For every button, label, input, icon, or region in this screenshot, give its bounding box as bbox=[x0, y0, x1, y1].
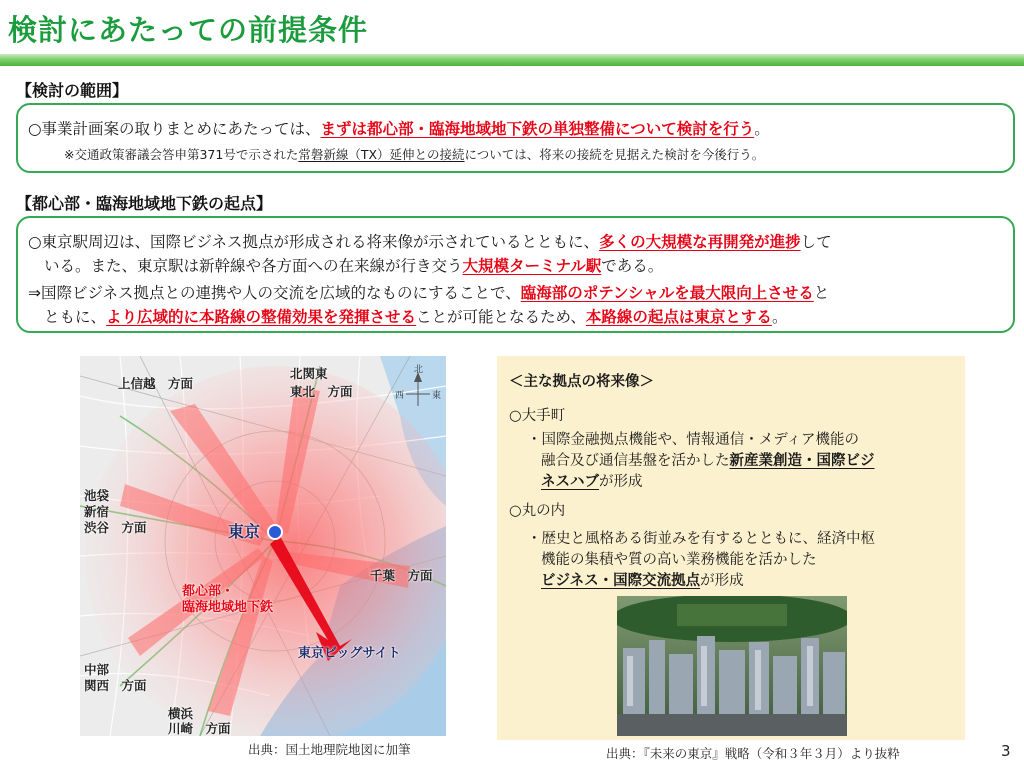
page-number: 3 bbox=[1001, 742, 1011, 760]
origin-text: である。 bbox=[601, 257, 664, 275]
title-underline bbox=[0, 54, 1024, 66]
panel-title: ＜主な拠点の将来像＞ bbox=[509, 374, 654, 390]
route-map bbox=[80, 356, 446, 736]
origin-text: ○東京駅周辺は、国際ビジネス拠点が形成される将来像が示されているとともに、 bbox=[28, 233, 600, 251]
otemachi-emphasis: ネスハブ bbox=[541, 474, 599, 490]
map-label-yokohama: 横浜 bbox=[168, 706, 194, 721]
note-text: ※交通政策審議会答申第371号で示された bbox=[64, 147, 299, 162]
origin-text: して bbox=[800, 233, 832, 251]
map-label-shibuya: 渋谷 方面 bbox=[84, 520, 147, 535]
otemachi-emphasis: 新産業創造・国際ビジ bbox=[729, 453, 875, 469]
map-label-ikebukuro: 池袋 bbox=[84, 488, 110, 503]
origin-text: ⇒国際ビジネス拠点との連携や人の交流を広域的なものにすることで、 bbox=[28, 284, 521, 302]
scope-text-end: 。 bbox=[754, 120, 770, 138]
otemachi-line-3 bbox=[541, 470, 643, 491]
origin-text: ともに、 bbox=[44, 308, 107, 326]
otemachi-heading: ○大手町 bbox=[509, 408, 566, 424]
aerial-photo bbox=[617, 596, 847, 736]
origin-line-2 bbox=[44, 254, 663, 276]
map-label-kamishinetsu: 上信越 方面 bbox=[118, 376, 194, 391]
otemachi-text: 融合及び通信基盤を活かした bbox=[541, 453, 730, 469]
origin-emphasis-1: 多くの大規模な再開発が進捗 bbox=[599, 233, 801, 251]
scope-emphasis: まずは都心部・臨海地域地下鉄の単独整備について検討を行う bbox=[320, 120, 755, 138]
map-source: 出典：国土地理院地図に加筆 bbox=[248, 742, 411, 757]
scope-box bbox=[16, 103, 1015, 173]
aerial-photo-graphic bbox=[617, 596, 847, 736]
scope-text: ○事業計画案の取りまとめにあたっては、 bbox=[28, 120, 321, 138]
map-label-tokyo: 東京 bbox=[228, 522, 261, 541]
title-bar bbox=[0, 0, 1024, 62]
note-text-end: については、将来の接続を見据えた検討を今後行う。 bbox=[464, 147, 765, 162]
map-label-chubu: 中部 bbox=[84, 662, 110, 677]
section-heading-origin: 【都心部・臨海地域地下鉄の起点】 bbox=[16, 194, 273, 213]
map-label-chiba: 千葉 方面 bbox=[370, 568, 433, 583]
marunouchi-line-3 bbox=[541, 569, 744, 590]
origin-text: いる。また、東京駅は新幹線や各方面への在来線が行き交う bbox=[44, 257, 463, 275]
compass-north: 北 bbox=[414, 365, 424, 375]
otemachi-line-1: ・国際金融拠点機能や、情報通信・メディア機能の bbox=[527, 432, 860, 448]
compass-east: 東 bbox=[432, 391, 442, 401]
origin-box bbox=[16, 216, 1015, 333]
origin-emphasis-4: より広域的に本路線の整備効果を発揮させる bbox=[106, 308, 417, 326]
origin-line-3 bbox=[28, 281, 829, 303]
compass-icon bbox=[394, 364, 444, 408]
map-label-shinjuku: 新宿 bbox=[84, 504, 110, 519]
marunouchi-heading: ○丸の内 bbox=[509, 503, 566, 519]
marunouchi-text: が形成 bbox=[700, 573, 744, 589]
map-label-kansai: 関西 方面 bbox=[84, 678, 147, 693]
map-label-bigsight: 東京ビッグサイト bbox=[298, 646, 401, 661]
compass-west: 西 bbox=[395, 391, 405, 401]
marunouchi-line-2: 機能の集積や質の高い業務機能を活かした bbox=[541, 552, 817, 568]
otemachi-line-2 bbox=[541, 449, 875, 470]
map-label-kawasaki: 川崎 方面 bbox=[168, 721, 231, 736]
note-underlined: 常磐新線（TX）延伸との接続 bbox=[298, 147, 465, 162]
origin-text: と bbox=[813, 284, 830, 302]
marunouchi-emphasis: ビジネス・国際交流拠点 bbox=[541, 573, 701, 589]
origin-emphasis-3: 臨海部のポテンシャルを最大限向上させる bbox=[520, 284, 814, 302]
section-heading-scope: 【検討の範囲】 bbox=[16, 81, 129, 100]
origin-emphasis-2: 大規模ターミナル駅 bbox=[462, 257, 602, 275]
origin-line-4 bbox=[44, 305, 787, 327]
panel-source: 出典：『未来の東京』戦略（令和３年３月）より抜粋 bbox=[606, 746, 900, 761]
origin-text: 。 bbox=[771, 308, 788, 326]
page-title: 検討にあたっての前提条件 bbox=[8, 13, 369, 47]
otemachi-text: が形成 bbox=[599, 474, 643, 490]
map-label-kitakanto: 北関東 bbox=[290, 366, 328, 381]
origin-emphasis-5: 本路線の起点は東京とする bbox=[585, 308, 772, 326]
scope-note bbox=[64, 145, 764, 163]
marunouchi-line-1: ・歴史と風格ある街並みを有するとともに、経済中枢 bbox=[527, 531, 875, 547]
map-label-tohoku: 東北 方面 bbox=[290, 384, 353, 399]
map-label-line-1: 都心部・ bbox=[182, 584, 235, 599]
scope-line-1 bbox=[28, 117, 770, 139]
map-label-line-2: 臨海地域地下鉄 bbox=[182, 600, 274, 615]
origin-line-1 bbox=[28, 230, 832, 252]
origin-text: ことが可能となるため、 bbox=[416, 308, 586, 326]
